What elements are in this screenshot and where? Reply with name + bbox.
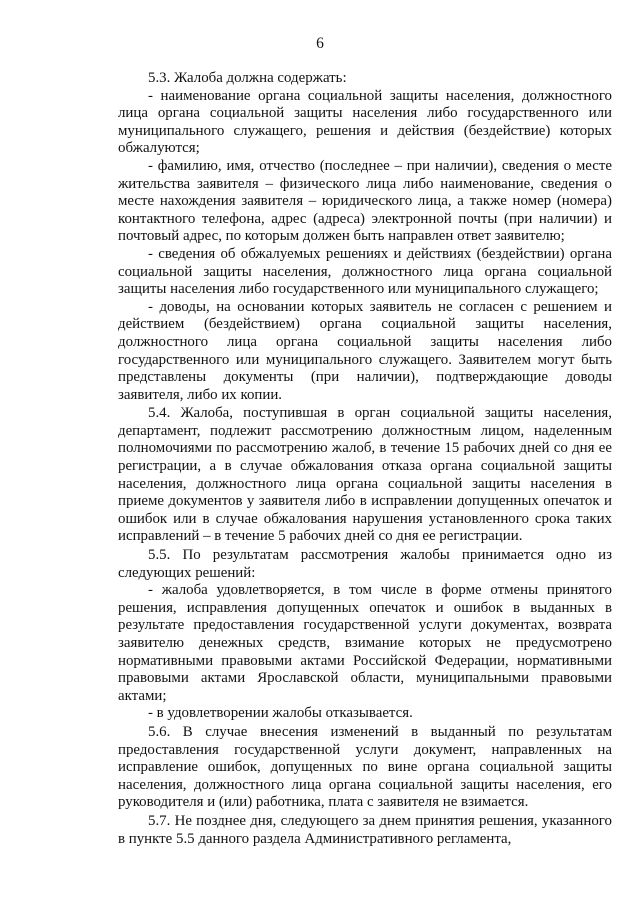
paragraph-5-7: 5.7. Не позднее дня, следующего за днем принятия решения, указанного в пункте 5.5 данного раздела Административного регламента, (118, 812, 612, 847)
document-body (118, 70, 612, 848)
paragraph-5-6: 5.6. В случае внесения изменений в выданный по результатам предоставления государственной услуги документ, направленных на исправление ошибок, допущенных по вине органа социальной защиты населения, должностного лица органа социальной защиты населения, его руководителя и (или) работника, плата с заявителя не взимается. (118, 723, 612, 811)
paragraph-5-4: 5.4. Жалоба, поступившая в орган социальной защиты населения, департамент, подлежит рассмотрению должностным лицом, наделенным полномочиями по рассмотрению жалоб, в течение 15 рабочих дней со дня ее регистрации, а в случае обжалования отказа органа социальной защиты населения, должностного лица органа социальной защиты населения в приеме документов у заявителя либо в исправлении допущенных опечаток и ошибок или в случае обжалования нарушения установленного срока таких исправлений – в течение 5 рабочих дней со дня ее регистрации. (118, 405, 612, 545)
paragraph-5-3-item-2: - фамилию, имя, отчество (последнее – при наличии), сведения о месте жительства заявителя – физического лица либо наименование, сведения о месте нахождения заявителя – юридического лица, а также номер (номера) контактного телефона, адрес (адреса) электронной почты (при наличии) и почтовый адрес, по которым должен быть направлен ответ заявителю; (118, 157, 612, 245)
page-number: 6 (316, 35, 324, 52)
paragraph-5-5-heading: 5.5. По результатам рассмотрения жалобы принимается одно из следующих решений: (118, 547, 612, 581)
paragraph-5-3-item-1: - наименование органа социальной защиты населения, должностного лица органа социальной защиты населения либо государственного или муниципального служащего, решения и действия (бездействие) которых обжалуются; (118, 87, 612, 157)
paragraph-5-5-item-2: - в удовлетворении жалобы отказывается. (148, 705, 413, 722)
paragraph-5-3-item-3: - сведения об обжалуемых решениях и действиях (бездействии) органа социальной защиты населения, должностного лица органа социальной защиты населения либо государственного или муниципального служащего; (118, 245, 612, 298)
paragraph-5-5-item-1: - жалоба удовлетворяется, в том числе в форме отмены принятого решения, исправления допущенных опечаток и ошибок в выданных в результате предоставления государственной услуги документах, возврата заявителю денежных средств, взимание которых не предусмотрено нормативными правовыми актами Российской Федерации, нормативными правовыми актами Ярославской области, муниципальными правовыми актами; (118, 582, 612, 704)
paragraph-5-3-item-4: - доводы, на основании которых заявитель не согласен с решением и действием (бездействием) органа социальной защиты населения, должностного лица органа социальной защиты населения либо государственного или муниципального служащего. Заявителем могут быть представлены документы (при наличии), подтверждающие доводы заявителя, либо их копии. (118, 298, 612, 403)
paragraph-5-3-heading: 5.3. Жалоба должна содержать: (148, 70, 347, 86)
